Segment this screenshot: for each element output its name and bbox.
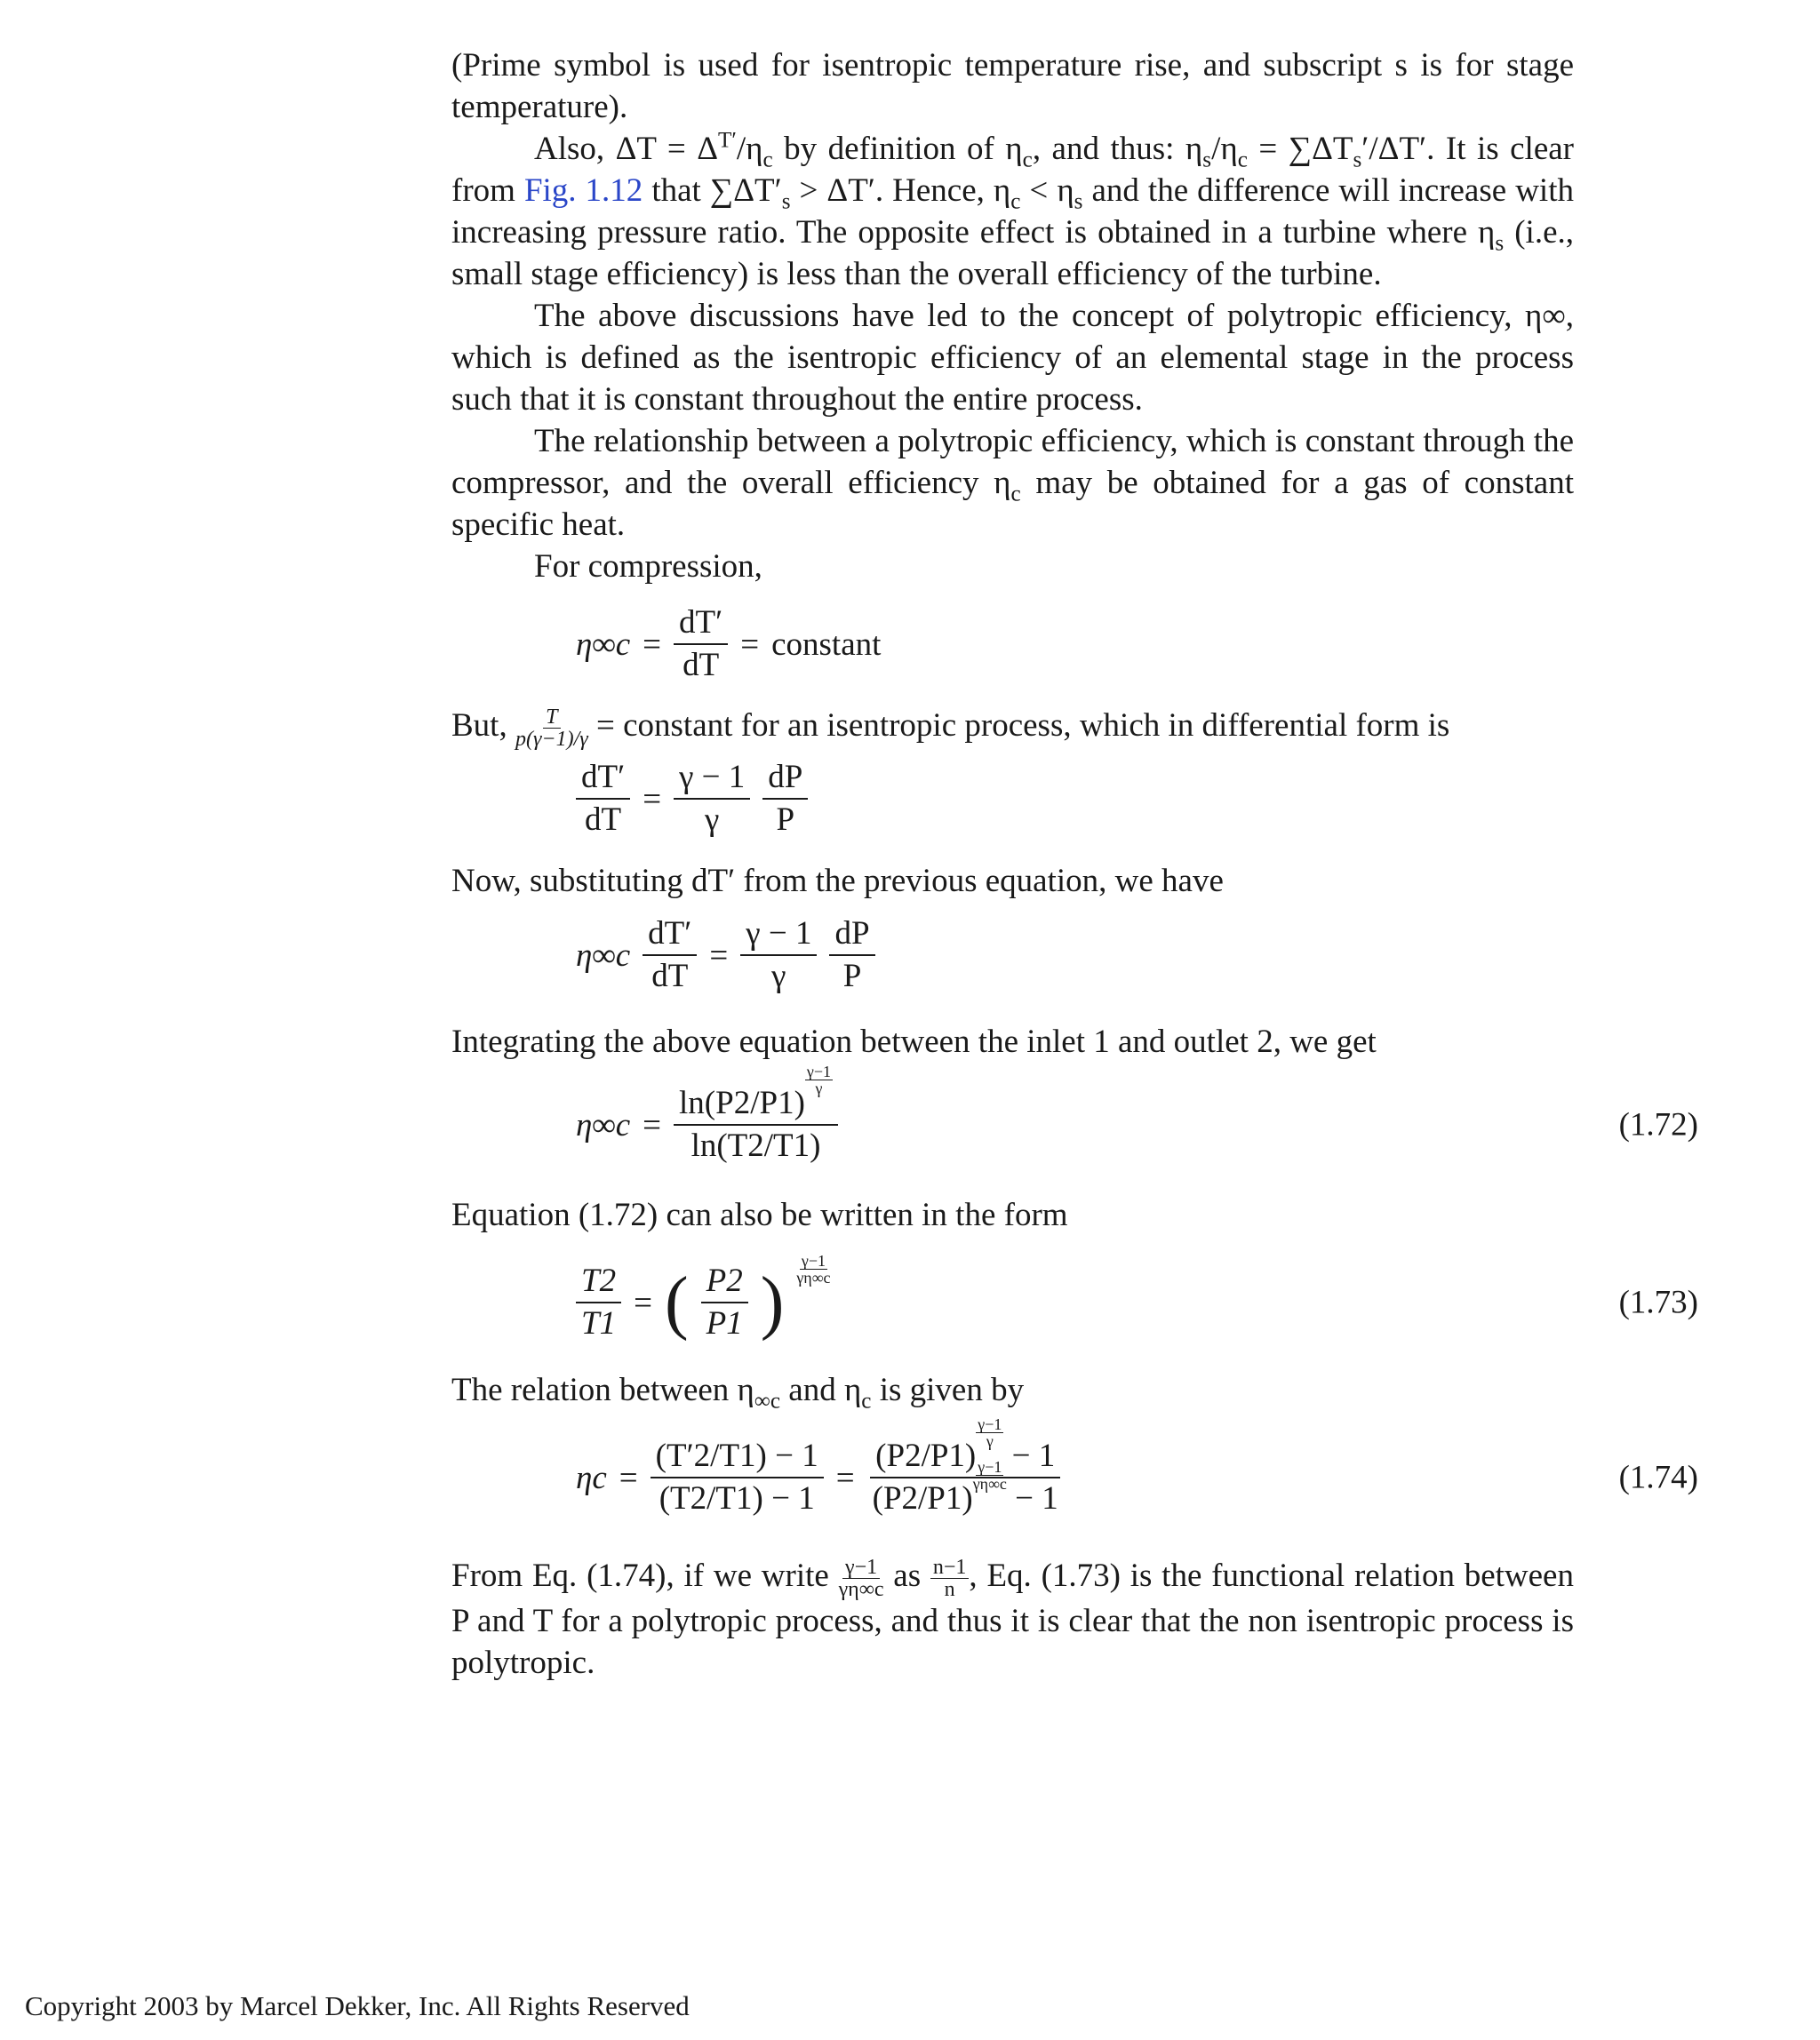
fraction: $\frac{dT'}{dT}$ [674,602,728,686]
equation-1-73: $\frac{T2}{T1}$ = ( $\frac{P2}{P1}$ ) γ−1 γη∞c (1.73) [576,1236,1574,1369]
paragraph-but: But, $\frac{T}{p(\gamma-1)/\gamma}$ = constant for an isentropic process, which in differential form is [451,705,1450,752]
paragraph-also: Also, $\Delta T = \Delta^{T'}/\eta_c$ by definition of $\eta_c$, and thus: $\eta_s/\eta_c = \sum\Delta T_s'/\Delta T'$. It is clear from Fig. 1.12 that $\sum\Delta T'_s > \Delta T'$. Hence, $\eta_c < \eta_s$ and the difference will increase with increasing pressure ratio. The opposite effect is obtained in a turbine where $\eta_s$ (i.e., small stage efficiency) is less than the overall efficiency of the turbine. [451,128,1574,292]
equation-number-1-72: (1.72) [1618,1106,1698,1144]
equation-polytropic-definition: η∞c = $\frac{dT'}{dT}$ = constant [576,587,1574,701]
copyright-footer: Copyright 2003 by Marcel Dekker, Inc. All Rights Reserved [25,1990,690,2021]
paragraph-relationship: The relationship between a polytropic efficiency, which is constant through the compressor, and the overall efficiency $\eta_c$ may be obtained for a gas of constant specific heat. [451,423,1574,543]
equation-1-74: ηc = $\frac{(T'2/T1) - 1}{(T2/T1) - 1}$ = (P2/P1) $\frac{\gamma-1}{\gamma}$ − 1 (P2/P1) $\frac{\gamma-1}{\gamma\eta\infty c}$ − 1 (1.74) [576,1415,1698,1518]
figure-link[interactable]: Fig. 1.12 [523,172,643,209]
equation-1-72: η∞c = ln(P2/P1) $\frac{\gamma-1}{\gamma}$ ln(T2/T1) (1.72) [576,1063,1698,1165]
paragraph-prime-symbol: (Prime symbol is used for isentropic temperature rise, and subscript s is for stage temperature). [451,47,1574,125]
equation-number-1-73: (1.73) [1618,1284,1698,1321]
paragraph-for-compression: For compression, [534,548,762,585]
paragraph-integrating: Integrating the above equation between the inlet 1 and outlet 2, we get [451,1024,1377,1061]
equation-substituted: η∞c $\frac{dT'}{dT}$ = $\frac{\gamma - 1}{\gamma}$ $\frac{dP}{P}$ [576,902,1574,1008]
page-body [451,44,1698,1684]
paragraph-polytropic: The above discussions have led to the concept of polytropic efficiency, η∞, which is defined as the isentropic efficiency of an elemental stage in the process such that it is constant throughout the entire process. [451,298,1574,418]
equation-differential-form: $\frac{dT'}{dT}$ = $\frac{\gamma - 1}{\gamma}$ $\frac{dP}{P}$ [576,750,1574,848]
paragraph-now-substituting: Now, substituting dT′ from the previous equation, we have [451,863,1224,900]
equation-number-1-74: (1.74) [1618,1459,1698,1496]
small-fraction: $\frac{T}{p(\gamma-1)/\gamma}$ [515,705,588,752]
paragraph-relation-between: The relation between $\eta_{\infty c}$ and $\eta_c$ is given by [451,1372,1025,1414]
paragraph-from-eq: From Eq. (1.74), if we write $\frac{\gamma-1}{\gamma\eta\infty c}$ as $\frac{n-1}{n}$ , Eq. (1.73) is the functional relation between P and T for a polytropic process, and thus it is clear that the non isentropic process is polytropic. [451,1556,1574,1682]
paragraph-equation-form: Equation (1.72) can also be written in the form [451,1197,1068,1234]
